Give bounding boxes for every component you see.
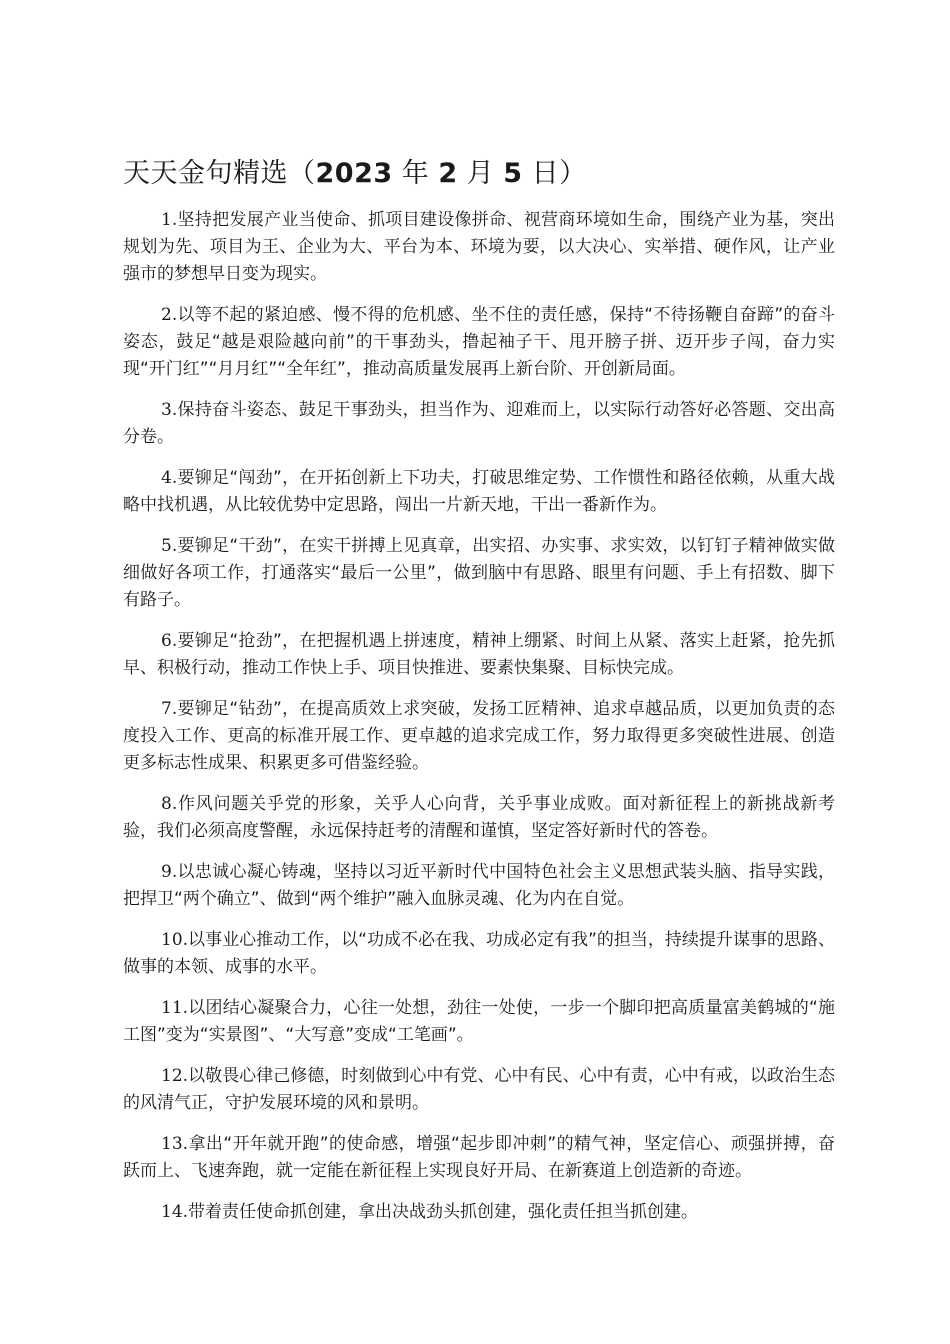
quote-text: 要铆足“抢劲”，在把握机遇上拼速度，精神上绷紧、时间上从紧、落实上赶紧，抢先抓早、积极行动，推动工作快上手、项目快推进、要素快集聚、目标快完成。 (123, 631, 835, 678)
quote-item (123, 1063, 835, 1117)
quote-text: 带着责任使命抓创建，拿出决战劲头抓创建，强化责任担当抓创建。 (188, 1202, 699, 1222)
quote-number: 11. (161, 998, 189, 1018)
quote-number: 13. (161, 1134, 189, 1154)
quote-item (123, 302, 835, 383)
quote-item (123, 1199, 835, 1226)
quote-number: 8. (161, 794, 178, 814)
quote-item (123, 859, 835, 913)
quote-item (123, 1131, 835, 1185)
quote-text: 要铆足“钻劲”，在提高质效上求突破，发扬工匠精神、追求卓越品质，以更加负责的态度投入工作、更高的标准开展工作、更卓越的追求完成工作，努力取得更多突破性进展、创造更多标志性成果、积累更多可借鉴经验。 (123, 699, 835, 773)
quote-number: 7. (161, 699, 178, 719)
title-year-unit: 年 (392, 158, 439, 189)
quote-text: 保持奋斗姿态、鼓足干事劲头，担当作为、迎难而上，以实际行动答好必答题、交出高分卷。 (123, 400, 835, 447)
quote-number: 2. (161, 305, 178, 325)
quote-number: 5. (161, 536, 178, 556)
quote-text: 要铆足“干劲”，在实干拼搏上见真章，出实招、办实事、求实效，以钉钉子精神做实做细做好各项工作，打通落实“最后一公里”，做到脑中有思路、眼里有问题、手上有招数、脚下有路子。 (123, 536, 835, 610)
quote-item (123, 533, 835, 614)
title-year: 2023 (315, 158, 393, 189)
quote-number: 3. (161, 400, 178, 420)
title-day: 5 (503, 158, 523, 189)
title-day-unit: 日） (522, 158, 587, 189)
title-month-unit: 月 (457, 158, 504, 189)
page-title (123, 152, 587, 196)
quote-number: 12. (161, 1066, 189, 1086)
quote-text: 以忠诚心凝心铸魂，坚持以习近平新时代中国特色社会主义思想武装头脑、指导实践，把捍卫“两个确立”、做到“两个维护”融入血脉灵魂、化为内在自觉。 (123, 862, 835, 909)
quote-item (123, 696, 835, 777)
quote-number: 14. (161, 1202, 189, 1222)
quote-item (123, 397, 835, 451)
quote-item (123, 791, 835, 845)
quote-number: 4. (161, 468, 178, 488)
quote-text: 拿出“开年就开跑”的使命感，增强“起步即冲刺”的精气神，坚定信心、顽强拼搏，奋跃而上、飞速奔跑，就一定能在新征程上实现良好开局、在新赛道上创造新的奇迹。 (123, 1134, 835, 1181)
quote-number: 10. (161, 930, 189, 950)
quote-number: 1. (161, 210, 178, 230)
quote-text: 坚持把发展产业当使命、抓项目建设像拼命、视营商环境如生命，围绕产业为基，突出规划为先、项目为王、企业为大、平台为本、环境为要，以大决心、实举措、硬作风，让产业强市的梦想早日变为现实。 (123, 210, 835, 284)
quote-item (123, 465, 835, 519)
quote-text: 要铆足“闯劲”，在开拓创新上下功夫，打破思维定势、工作惯性和路径依赖，从重大战略中找机遇，从比较优势中定思路，闯出一片新天地，干出一番新作为。 (123, 468, 835, 515)
title-prefix: 天天金句精选（ (123, 158, 316, 189)
quote-item (123, 628, 835, 682)
quote-item (123, 927, 835, 981)
title-month: 2 (438, 158, 458, 189)
quote-number: 6. (161, 631, 178, 651)
quote-text: 作风问题关乎党的形象，关乎人心向背，关乎事业成败。面对新征程上的新挑战新考验，我们必须高度警醒，永远保持赶考的清醒和谨慎，坚定答好新时代的答卷。 (123, 794, 835, 841)
quote-text: 以等不起的紧迫感、慢不得的危机感、坐不住的责任感，保持“不待扬鞭自奋蹄”的奋斗姿态，鼓足“越是艰险越向前”的干事劲头，撸起袖子干、甩开膀子拼、迈开步子闯，奋力实现“开门红”“月月红”“全年红”，推动高质量发展再上新台阶、开创新局面。 (123, 305, 835, 379)
quote-text: 以团结心凝聚合力，心往一处想，劲往一处使，一步一个脚印把高质量富美鹤城的“施工图”变为“实景图”、“大写意”变成“工笔画”。 (123, 998, 835, 1045)
quote-text: 以事业心推动工作，以“功成不必在我、功成必定有我”的担当，持续提升谋事的思路、做事的本领、成事的水平。 (123, 930, 835, 977)
quote-item (123, 995, 835, 1049)
quote-text: 以敬畏心律己修德，时刻做到心中有党、心中有民、心中有责，心中有戒，以政治生态的风清气正，守护发展环境的风和景明。 (123, 1066, 835, 1113)
quote-item (123, 207, 835, 288)
quote-number: 9. (161, 862, 178, 882)
quote-list (123, 207, 835, 1240)
